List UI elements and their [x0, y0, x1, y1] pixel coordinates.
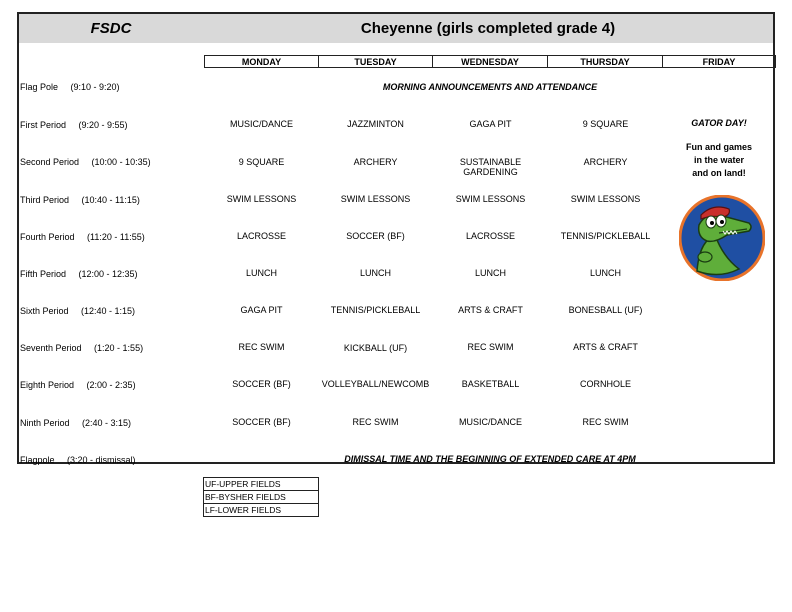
day-header-thursday: THURSDAY [547, 55, 663, 68]
cell-first-tuesday: JAZZMINTON [347, 119, 404, 129]
cell-sixth-wednesday: ARTS & CRAFT [458, 305, 523, 315]
cell-sixth-thursday: BONESBALL (UF) [568, 305, 643, 315]
cell-seventh-monday: REC SWIM [238, 342, 285, 352]
cell-fifth-wednesday: LUNCH [474, 268, 506, 278]
cell-eighth-tuesday: VOLLEYBALL/NEWCOMB [321, 379, 430, 389]
cell-third-monday: SWIM LESSONS [226, 194, 297, 204]
friday-fun-line-2: in the water [693, 155, 744, 165]
cell-ninth-monday: SOCCER (BF) [232, 417, 291, 427]
cell-eighth-thursday: CORNHOLE [579, 379, 631, 389]
friday-gator-day: GATOR DAY! [691, 118, 747, 128]
cell-eighth-wednesday: BASKETBALL [461, 379, 520, 389]
cell-ninth-tuesday: REC SWIM [352, 417, 399, 427]
row-label-fifth-period: Fifth Period (12:00 - 12:35) [20, 269, 138, 279]
cell-fourth-thursday: TENNIS/PICKLEBALL [560, 231, 651, 241]
schedule-title: Cheyenne (girls completed grade 4) [360, 20, 616, 37]
legend-upper-fields: UF-UPPER FIELDS [204, 478, 318, 491]
morning-banner: MORNING ANNOUNCEMENTS AND ATTENDANCE [382, 82, 598, 92]
cell-seventh-tuesday: KICKBALL (UF) [343, 343, 408, 353]
cell-fourth-monday: LACROSSE [236, 231, 287, 241]
cell-first-wednesday: GAGA PIT [469, 119, 512, 129]
cell-ninth-wednesday: MUSIC/DANCE [458, 417, 522, 427]
dismissal-banner: DIMISSAL TIME AND THE BEGINNING OF EXTENDED CARE AT 4PM [344, 454, 636, 464]
gator-mascot-logo [679, 195, 765, 281]
cell-sixth-tuesday: TENNIS/PICKLEBALL [330, 305, 421, 315]
row-label-sixth-period: Sixth Period (12:40 - 1:15) [20, 306, 136, 316]
row-label-flag-pole: Flag Pole (9:10 - 9:20) [20, 82, 120, 92]
cell-eighth-monday: SOCCER (BF) [232, 379, 291, 389]
row-label-flagpole: Flagpole (3:20 - dismissal) [20, 455, 136, 465]
row-label-fourth-period: Fourth Period (11:20 - 11:55) [20, 232, 145, 242]
row-label-third-period: Third Period (10:40 - 11:15) [20, 195, 140, 205]
row-label-second-period: Second Period (10:00 - 10:35) [20, 157, 151, 167]
friday-fun-line-1: Fun and games [685, 142, 752, 152]
cell-fourth-wednesday: LACROSSE [465, 231, 516, 241]
day-header-tuesday: TUESDAY [318, 55, 433, 68]
friday-fun-line-3: and on land! [692, 168, 746, 178]
row-label-seventh-period: Seventh Period (1:20 - 1:55) [20, 343, 144, 353]
cell-third-thursday: SWIM LESSONS [570, 194, 641, 204]
cell-ninth-thursday: REC SWIM [582, 417, 629, 427]
day-header-wednesday: WEDNESDAY [432, 55, 548, 68]
legend-lower-fields: LF-LOWER FIELDS [205, 505, 282, 515]
cell-second-monday: 9 SQUARE [238, 157, 285, 167]
cell-first-monday: MUSIC/DANCE [229, 119, 293, 129]
cell-sixth-monday: GAGA PIT [240, 305, 283, 315]
cell-fifth-tuesday: LUNCH [359, 268, 391, 278]
org-name: FSDC [90, 20, 132, 37]
day-header-friday: FRIDAY [662, 55, 776, 68]
cell-fourth-tuesday: SOCCER (BF) [346, 231, 405, 241]
cell-second-thursday: ARCHERY [583, 157, 628, 167]
row-label-ninth-period: Ninth Period (2:40 - 3:15) [20, 418, 132, 428]
cell-second-tuesday: ARCHERY [353, 157, 398, 167]
schedule-sheet [17, 12, 775, 464]
cell-fifth-thursday: LUNCH [589, 268, 621, 278]
title-bar [19, 14, 773, 43]
cell-third-tuesday: SWIM LESSONS [340, 194, 411, 204]
day-header-monday: MONDAY [204, 55, 319, 68]
cell-fifth-monday: LUNCH [245, 268, 277, 278]
cell-seventh-thursday: ARTS & CRAFT [573, 342, 638, 352]
cell-first-thursday: 9 SQUARE [582, 119, 629, 129]
row-label-first-period: First Period (9:20 - 9:55) [20, 120, 128, 130]
cell-second-wednesday: SUSTAINABLE GARDENING [459, 157, 522, 177]
row-label-eighth-period: Eighth Period (2:00 - 2:35) [20, 380, 136, 390]
cell-third-wednesday: SWIM LESSONS [455, 194, 526, 204]
cell-seventh-wednesday: REC SWIM [467, 342, 514, 352]
legend-bysher-fields: BF-BYSHER FIELDS [204, 491, 318, 504]
field-legend [203, 477, 319, 517]
